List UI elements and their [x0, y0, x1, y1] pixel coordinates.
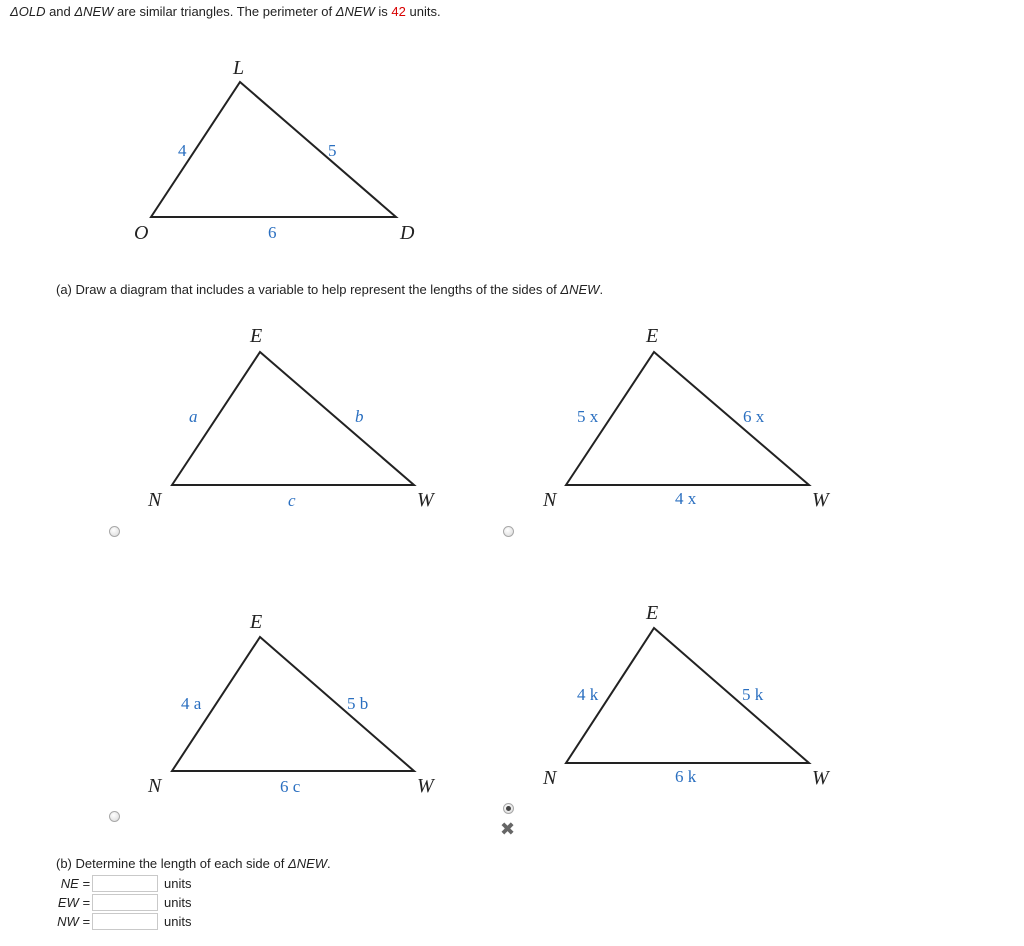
prompt-end: units. — [405, 4, 441, 19]
option-2-vertex-W: W — [812, 489, 829, 511]
option-4-side-NW: 6 k — [675, 767, 697, 786]
option-3-vertex-W: W — [417, 775, 434, 797]
option-2-vertex-N: N — [543, 489, 557, 511]
part-b-end: . — [327, 856, 331, 871]
part-a-text: (a) Draw a diagram that includes a variable to help represent the lengths of the sides of — [56, 282, 561, 297]
option-2-radio[interactable] — [503, 526, 514, 537]
option-3-vertex-E: E — [250, 611, 263, 633]
option-3-side-EW: 5 b — [347, 694, 369, 713]
option-4-side-EW: 5 k — [742, 685, 764, 704]
answer-input-EW[interactable] — [92, 894, 158, 911]
triangle-new-name-2: ΔNEW — [335, 4, 375, 19]
option-3-vertex-N: N — [148, 775, 162, 797]
option-2-side-NW: 4 x — [675, 489, 697, 508]
answer-label-EW: EW = — [57, 894, 90, 910]
answer-row-NW — [56, 912, 191, 930]
vertex-label-L: L — [233, 57, 245, 79]
prompt-middle: are similar triangles. The perimeter of — [113, 4, 336, 19]
part-b-triangle: ΔNEW — [287, 856, 328, 871]
triangle-old-shape — [151, 82, 396, 217]
option-2-side-EW: 6 x — [743, 407, 765, 426]
side-label-LD: 5 — [328, 141, 337, 160]
answer-row-EW — [56, 893, 191, 911]
perimeter-value: 42 — [391, 4, 406, 19]
option-4-side-NE: 4 k — [577, 685, 599, 704]
option-4-triangle — [566, 628, 809, 763]
prompt-is: is — [374, 4, 392, 19]
option-4-radio[interactable] — [503, 803, 514, 814]
part-a-triangle: ΔNEW — [560, 282, 600, 297]
side-label-OD: 6 — [268, 223, 277, 242]
answer-units-NE: units — [164, 875, 192, 891]
option-4-vertex-E: E — [646, 602, 659, 624]
option-3-side-NW: 6 c — [280, 777, 301, 796]
option-1-side-EW: b — [355, 407, 364, 426]
problem-statement — [10, 4, 441, 19]
answer-units-NW: units — [164, 913, 192, 929]
option-1-side-NE: a — [189, 407, 198, 426]
answer-input-NE[interactable] — [92, 875, 158, 892]
part-b-text: (b) Determine the length of each side of — [56, 856, 288, 871]
answer-label-NW: NW = — [57, 913, 90, 929]
option-2-side-NE: 5 x — [577, 407, 599, 426]
incorrect-x-icon: ✖ — [500, 819, 516, 839]
answer-row-NE — [56, 874, 191, 892]
triangle-new-name: ΔNEW — [74, 4, 114, 19]
option-1-radio[interactable] — [109, 526, 120, 537]
option-1-vertex-E: E — [250, 325, 263, 347]
vertex-label-O: O — [134, 222, 149, 244]
option-2-triangle — [566, 352, 809, 485]
part-a-label — [56, 282, 603, 297]
part-a-end: . — [599, 282, 604, 297]
option-1-vertex-N: N — [148, 489, 162, 511]
answer-input-NW[interactable] — [92, 913, 158, 930]
prompt-and: and — [45, 4, 75, 19]
triangle-old-name: ΔOLD — [10, 4, 46, 19]
side-label-OL: 4 — [178, 141, 187, 160]
option-4-vertex-W: W — [812, 767, 829, 789]
answer-label-NE: NE = — [60, 875, 90, 891]
option-1-triangle — [172, 352, 414, 485]
option-4-vertex-N: N — [543, 767, 557, 789]
part-b-label — [56, 856, 331, 871]
option-3-triangle — [172, 637, 414, 771]
option-2-vertex-E: E — [646, 325, 659, 347]
vertex-label-D: D — [400, 222, 415, 244]
option-1-vertex-W: W — [417, 489, 434, 511]
option-3-radio[interactable] — [109, 811, 120, 822]
option-1-side-NW: c — [288, 491, 296, 510]
option-3-side-NE: 4 a — [181, 694, 202, 713]
answer-units-EW: units — [164, 894, 192, 910]
